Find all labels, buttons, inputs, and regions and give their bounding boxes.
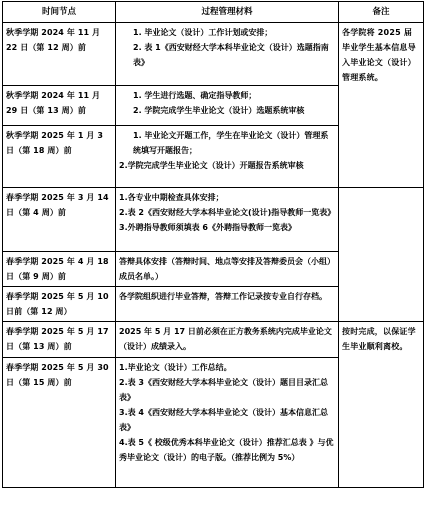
time-cell: 秋季学期 2024 年 11 月 22 日（第 12 周）前 bbox=[3, 23, 116, 86]
material-item: 1. 毕业论文（设计）工作计划或安排； bbox=[133, 28, 273, 37]
material-item: 1.毕业论文（设计）工作总结。 bbox=[119, 363, 232, 372]
time-cell: 秋季学期 2025 年 1 月 3 日（第 18 周）前 bbox=[3, 126, 116, 188]
material-item: 各学院组织进行毕业答辩，答辩工作记录按专业自行存档。 bbox=[119, 292, 327, 301]
note-cell bbox=[339, 23, 424, 188]
table-row bbox=[3, 23, 424, 86]
header-row bbox=[3, 2, 424, 23]
table-row bbox=[3, 322, 424, 358]
material-item: 3.表 4《西安财经大学本科毕业论文（设计）基本信息汇总表》 bbox=[119, 408, 328, 432]
materials-cell bbox=[116, 358, 339, 488]
material-item: 2025 年 5 月 17 日前必须在正方教务系统内完成毕业论文（设计）成绩录入。 bbox=[119, 327, 332, 351]
note-text: 按时完成，以保证学生毕业顺利离校。 bbox=[342, 327, 416, 351]
material-item: 1.各专业中期检查具体安排； bbox=[119, 193, 224, 202]
header-note: 备注 bbox=[339, 2, 424, 23]
material-item: 答辩具体安排（答辩时间、地点等安排及答辩委员会（小组）成员名单。） bbox=[119, 257, 335, 281]
material-item: 1. 毕业论文开题工作，学生在毕业论文（设计）管理系统填写开题报告； bbox=[133, 131, 329, 155]
material-item: 4.表 5《 校级优秀本科毕业论文（设计）推荐汇总表 》与优秀毕业论文（设计）的电子版。（推荐比例为 5%） bbox=[119, 438, 334, 462]
time-cell: 秋季学期 2024 年 11 月 29 日（第 13 周）前 bbox=[3, 86, 116, 126]
material-item: 2.表 2《西安财经大学本科毕业论文(设计)指导教师一览表》 bbox=[119, 208, 336, 217]
materials-cell bbox=[116, 287, 339, 322]
table-row bbox=[3, 188, 424, 252]
materials-cell bbox=[116, 126, 339, 188]
schedule-table bbox=[2, 1, 424, 488]
header-materials: 过程管理材料 bbox=[116, 2, 339, 23]
header-time: 时间节点 bbox=[3, 2, 116, 23]
note-text: 各学院将 2025 届毕业学生基本信息导入毕业论文（设计）管理系统。 bbox=[342, 28, 416, 82]
materials-cell bbox=[116, 252, 339, 287]
time-cell: 春季学期 2025 年 5 月 17 日（第 13 周）前 bbox=[3, 322, 116, 358]
material-item: 3.外聘指导教师须填表 6《外聘指导教师一览表》 bbox=[119, 223, 296, 232]
note-cell-empty bbox=[339, 188, 424, 322]
time-cell: 春季学期 2025 年 4 月 18 日（第 9 周）前 bbox=[3, 252, 116, 287]
material-item: 2. 表 1《西安财经大学本科毕业论文（设计）选题指南表》 bbox=[133, 43, 329, 67]
materials-cell bbox=[116, 322, 339, 358]
materials-cell bbox=[116, 188, 339, 252]
materials-cell bbox=[116, 86, 339, 126]
time-cell: 春季学期 2025 年 3 月 14 日（第 4 周）前 bbox=[3, 188, 116, 252]
material-item: 2. 学院完成学生毕业论文（设计）选题系统审核 bbox=[133, 106, 305, 115]
material-item: 2.表 3《西安财经大学本科毕业论文（设计）题目目录汇总表》 bbox=[119, 378, 328, 402]
materials-cell bbox=[116, 23, 339, 86]
material-item: 1. 学生进行选题、确定指导教师； bbox=[133, 91, 257, 100]
time-cell: 春季学期 2025 年 5 月 30 日（第 15 周）前 bbox=[3, 358, 116, 488]
time-cell: 春季学期 2025 年 5 月 10 日前（第 12 周） bbox=[3, 287, 116, 322]
material-item: 2.学院完成学生毕业论文（设计）开题报告系统审核 bbox=[119, 161, 304, 170]
note-cell bbox=[339, 322, 424, 488]
